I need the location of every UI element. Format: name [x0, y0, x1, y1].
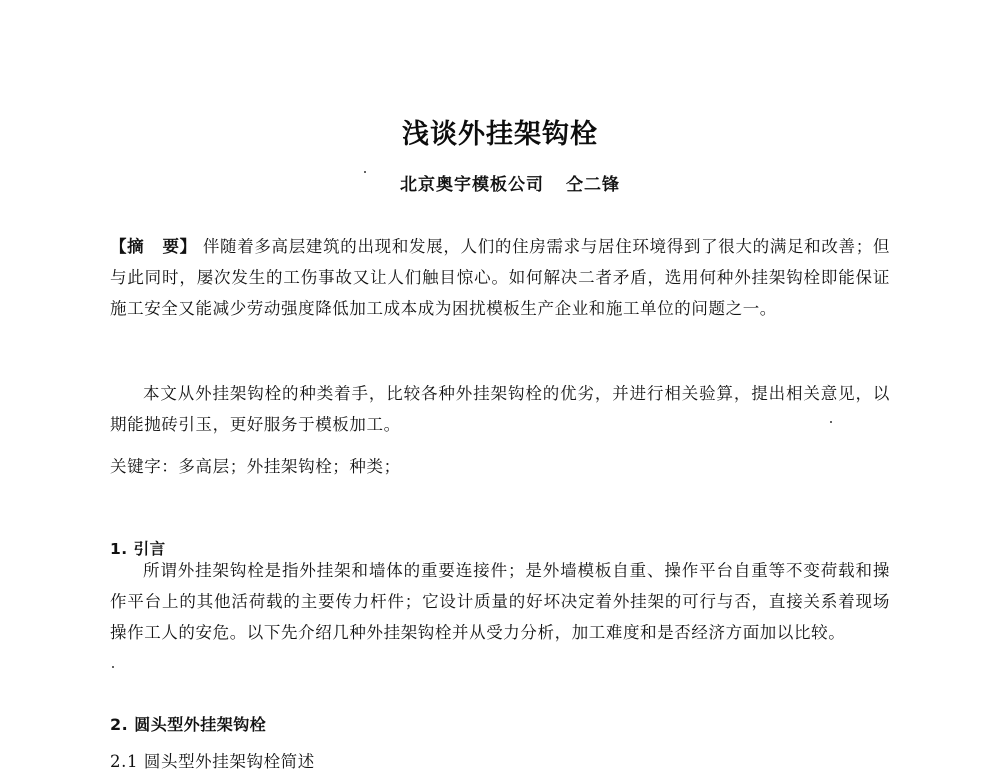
organization: 北京奥宇模板公司	[400, 175, 544, 195]
section-heading-introduction: 1. 引言	[110, 540, 166, 558]
abstract-label-right: 要】	[162, 237, 197, 256]
abstract-label	[110, 237, 197, 256]
scan-artifact-dot	[364, 171, 366, 173]
byline	[0, 170, 1000, 195]
paper-title: 浅谈外挂架钩栓	[402, 119, 598, 150]
subsection-heading-cutoff: 2.1 圆头型外挂架钩栓简述	[110, 752, 315, 771]
scan-artifact-dot	[112, 666, 114, 668]
abstract-paragraph-2: 本文从外挂架钩栓的种类着手，比较各种外挂架钩栓的优劣，并进行相关验算，提出相关意见，以期能抛砖引玉，更好服务于模板加工。	[110, 384, 890, 434]
scan-artifact-dot	[830, 421, 832, 423]
abstract-label-left: 【摘	[110, 237, 145, 256]
author: 仝二锋	[566, 175, 620, 195]
abstract	[110, 231, 890, 324]
abstract-text: 伴随着多高层建筑的出现和发展，人们的住房需求与居住环境得到了很大的满足和改善；但与此同时，屡次发生的工伤事故又让人们触目惊心。如何解决二者矛盾，选用何种外挂架钩栓即能保证施工安全又能减少劳动强度降低加工成本成为困扰模板生产企业和施工单位的问题之一。	[110, 237, 891, 318]
section-heading-round-head-hook-bolt: 2. 圆头型外挂架钩栓	[110, 715, 267, 734]
keywords: 关键字：多高层；外挂架钩栓；种类；	[110, 457, 401, 476]
section-text-introduction: 所谓外挂架钩栓是指外挂架和墙体的重要连接件；是外墙模板自重、操作平台自重等不变荷载和操作平台上的其他活荷载的主要传力杆件；它设计质量的好坏决定着外挂架的可行与否，直接关系着现场操作工人的安危。以下先介绍几种外挂架钩栓并从受力分析，加工难度和是否经济方面加以比较。	[110, 561, 890, 642]
